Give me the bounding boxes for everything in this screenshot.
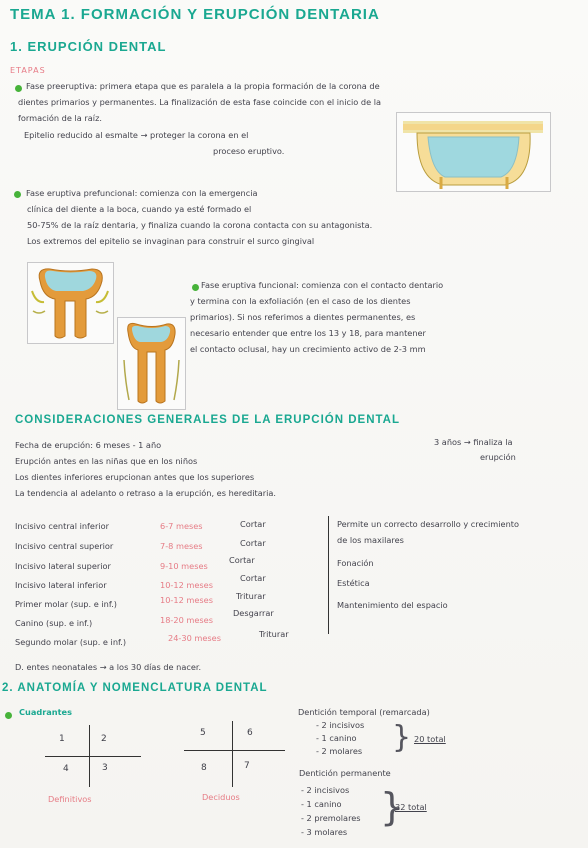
considerations-line-3: Los dientes inferiores erupcionan antes que los superiores — [15, 472, 255, 482]
deciduous-quadrant-horizontal — [184, 750, 285, 751]
permanent-total: 32 total — [395, 802, 427, 812]
function-right-4: Estética — [337, 578, 370, 588]
permanent-item-3: - 2 premolares — [301, 813, 361, 823]
considerations-title: CONSIDERACIONES GENERALES DE LA ERUPCIÓN DENTAL — [15, 414, 400, 426]
definitive-q1: 1 — [59, 734, 65, 744]
epithelium-note-line-2: proceso eruptivo. — [213, 146, 285, 156]
temporary-brace-icon: } — [392, 720, 412, 755]
temporary-total: 20 total — [414, 734, 446, 744]
tooth-row-7-name: Segundo molar (sup. e inf.) — [15, 637, 127, 647]
tooth-row-3-name: Incisivo lateral superior — [15, 561, 111, 571]
tooth-row-5-name: Primer molar (sup. e inf.) — [15, 599, 117, 609]
stage-3-line-3: primarios). Si nos referimos a dientes permanentes, es — [190, 312, 416, 322]
deciduous-quadrant-vertical — [232, 721, 233, 787]
deciduous-q4: 8 — [201, 763, 207, 773]
stage-2-line-4: Los extremos del epitelio se invaginan para construir el surco gingival — [27, 236, 315, 246]
tooth-row-1-function: Cortar — [240, 519, 266, 529]
stage-1-line-2: dientes primarios y permanentes. La finalización de esta fase coincide con el inicio de la — [18, 97, 382, 107]
tooth-row-6-function: Desgarrar — [233, 608, 274, 618]
tooth-row-6-time: 18-20 meses — [160, 615, 213, 625]
definitive-label: Definitivos — [48, 794, 92, 804]
tooth-image-preeruptive — [396, 112, 551, 192]
stages-label: ETAPAS — [10, 66, 46, 75]
stage-2-line-1: Fase eruptiva prefuncional: comienza con la emergencia — [26, 188, 258, 198]
considerations-line-1: Fecha de erupción: 6 meses - 1 año — [15, 440, 162, 450]
tooth-row-3-function: Cortar — [229, 555, 255, 565]
function-right-2: de los maxilares — [337, 535, 404, 545]
definitive-q4: 4 — [63, 764, 69, 774]
tooth-drawing-icon — [397, 113, 550, 191]
stage-2-line-2: clínica del diente a la boca, cuando ya esté formado el — [27, 204, 252, 214]
tooth-row-2-name: Incisivo central superior — [15, 541, 114, 551]
tooth-row-1-time: 6-7 meses — [160, 521, 203, 531]
epithelium-note-line-1: Epitelio reducido al esmalte → proteger la corona en el — [24, 130, 249, 140]
definitive-quadrant-horizontal — [45, 756, 141, 757]
tooth-row-7-function: Triturar — [259, 629, 289, 639]
stage-1-line-3: formación de la raíz. — [18, 113, 102, 123]
quadrants-label: Cuadrantes — [19, 707, 72, 717]
temporary-item-2: - 1 canino — [316, 733, 357, 743]
section-2-title: 2. ANATOMÍA Y NOMENCLATURA DENTAL — [2, 682, 268, 694]
page-title: TEMA 1. FORMACIÓN Y ERUPCIÓN DENTARIA — [10, 6, 380, 23]
deciduous-label: Deciduos — [202, 792, 240, 802]
temporary-item-3: - 2 molares — [316, 746, 363, 756]
tooth-row-4-function: Cortar — [240, 573, 266, 583]
tooth-row-2-time: 7-8 meses — [160, 541, 203, 551]
neonatal-note: D. entes neonatales → a los 30 días de nacer. — [15, 662, 202, 672]
stage-3-line-4: necesario entender que entre los 13 y 18, para mantener — [190, 328, 426, 338]
permanent-brace-icon: } — [380, 785, 405, 829]
considerations-line-4: La tendencia al adelanto o retraso a la erupción, es hereditaria. — [15, 488, 276, 498]
stage-3-line-1: Fase eruptiva funcional: comienza con el contacto dentario — [201, 280, 444, 290]
deciduous-q2: 6 — [247, 728, 253, 738]
tooth-drawing-icon — [118, 318, 185, 409]
bullet-dot-icon-3 — [192, 284, 199, 291]
side-note-line-1: 3 años → finaliza la — [434, 437, 513, 447]
stage-1-line-1: Fase preeruptiva: primera etapa que es paralela a la propia formación de la corona de — [26, 81, 380, 91]
considerations-line-2: Erupción antes en las niñas que en los niños — [15, 456, 198, 466]
deciduous-q1: 5 — [200, 728, 206, 738]
stage-3-line-5: el contacto oclusal, hay un crecimiento activo de 2-3 mm — [190, 344, 426, 354]
permanent-item-2: - 1 canino — [301, 799, 342, 809]
bullet-dot-icon-2 — [14, 191, 21, 198]
function-right-3: Fonación — [337, 558, 374, 568]
definitive-q3: 3 — [102, 763, 108, 773]
permanent-item-4: - 3 molares — [301, 827, 348, 837]
stage-2-line-3: 50-75% de la raíz dentaria, y finaliza cuando la corona contacta con su antagonista. — [27, 220, 373, 230]
temporary-dentition-title: Dentición temporal (remarcada) — [298, 707, 430, 717]
temporary-item-1: - 2 incisivos — [316, 720, 365, 730]
tooth-row-5-function: Triturar — [236, 591, 266, 601]
function-right-5: Mantenimiento del espacio — [337, 600, 448, 610]
tooth-row-2-function: Cortar — [240, 538, 266, 548]
bullet-dot-icon — [15, 85, 22, 92]
section-1-title: 1. ERUPCIÓN DENTAL — [10, 39, 167, 54]
tooth-drawing-icon — [28, 263, 113, 343]
tooth-row-1-name: Incisivo central inferior — [15, 521, 109, 531]
tooth-row-5-time: 10-12 meses — [160, 595, 213, 605]
tooth-row-4-time: 10-12 meses — [160, 580, 213, 590]
deciduous-q3: 7 — [244, 761, 250, 771]
tooth-image-functional — [117, 317, 186, 410]
tooth-row-6-name: Canino (sup. e inf.) — [15, 618, 93, 628]
tooth-image-prefunctional — [27, 262, 114, 344]
tooth-row-7-time: 24-30 meses — [168, 633, 221, 643]
definitive-q2: 2 — [101, 734, 107, 744]
tooth-row-4-name: Incisivo lateral inferior — [15, 580, 107, 590]
bullet-dot-icon-4 — [5, 712, 12, 719]
permanent-item-1: - 2 incisivos — [301, 785, 350, 795]
tooth-row-3-time: 9-10 meses — [160, 561, 208, 571]
side-note-line-2: erupción — [480, 452, 516, 462]
permanent-dentition-title: Dentición permanente — [299, 768, 391, 778]
teeth-table-divider — [328, 516, 329, 634]
function-right-1: Permite un correcto desarrollo y crecimiento — [337, 519, 520, 529]
stage-3-line-2: y termina con la exfoliación (en el caso de los dientes — [190, 296, 411, 306]
